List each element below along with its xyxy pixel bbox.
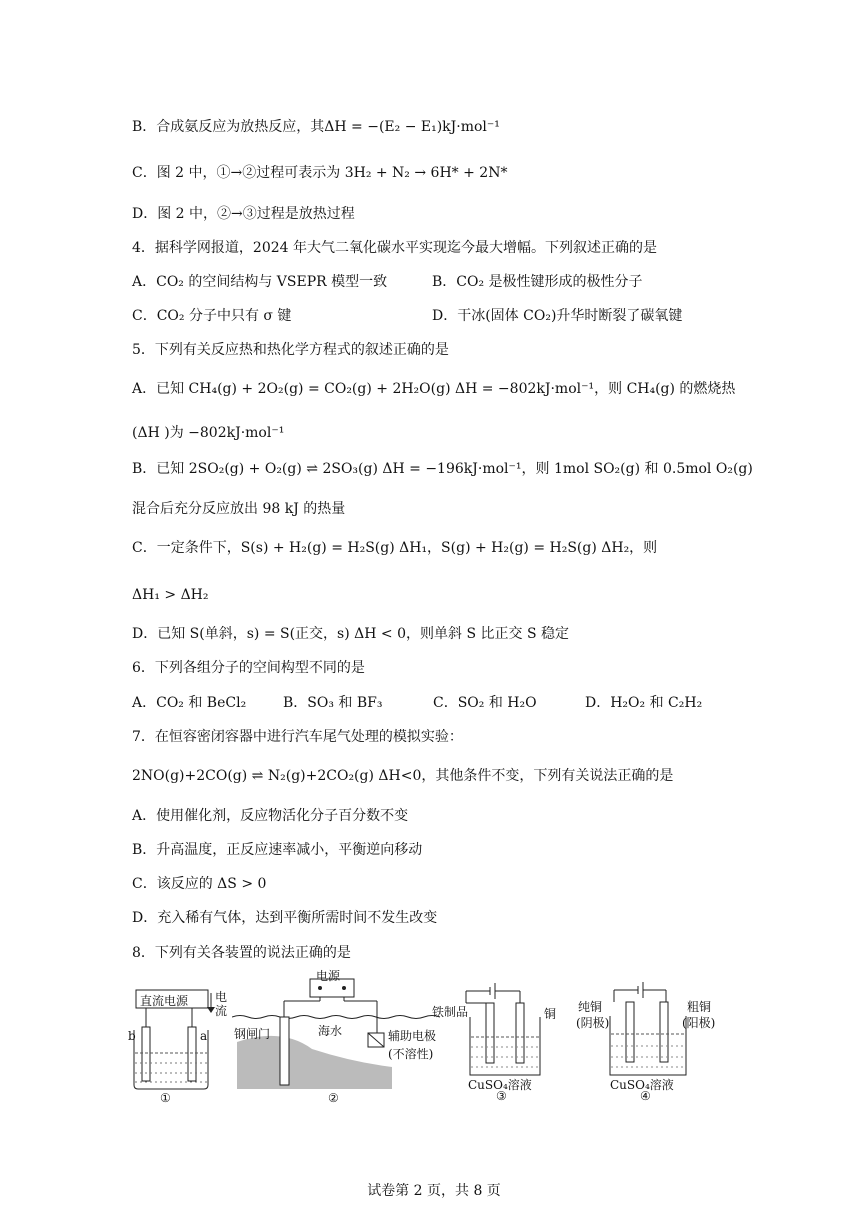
q5-stem: 5．下列有关反应热和热化学方程式的叙述正确的是	[132, 342, 449, 358]
q5-option-c-line2: ΔH₁ > ΔH₂	[132, 587, 209, 603]
figure-2-cathodic-protection	[232, 967, 452, 1107]
figure-1-current-label-2: 流	[215, 1004, 228, 1018]
figure-3-solution-label: CuSO₄溶液	[468, 1078, 532, 1092]
figure-3-number: ③	[496, 1089, 507, 1103]
q5-option-b-line2: 混合后充分反应放出 98 kJ 的热量	[132, 501, 346, 517]
figure-4-number: ④	[640, 1089, 651, 1103]
q6-option-b: B．SO₃ 和 BF₃	[283, 695, 383, 711]
figure-2-aux-label: 辅助电极	[388, 1029, 437, 1043]
q6-option-c: C．SO₂ 和 H₂O	[433, 695, 537, 711]
q3-option-d: D．图 2 中，②→③过程是放热过程	[132, 206, 355, 222]
q4-option-d: D．干冰(固体 CO₂)升华时断裂了碳氧键	[432, 308, 683, 324]
q6-option-d: D．H₂O₂ 和 C₂H₂	[585, 695, 703, 711]
q5-option-a-line1: A．已知 CH₄(g) + 2O₂(g) = CO₂(g) + 2H₂O(g) ΔH = −802kJ·mol⁻¹，则 CH₄(g) 的燃烧热	[132, 381, 736, 397]
figure-3-copper-label: 铜	[544, 1007, 557, 1021]
page-footer: 试卷第 2 页，共 8 页	[367, 1183, 501, 1199]
figure-1-electrolysis	[126, 985, 226, 1107]
figure-1-number: ①	[160, 1091, 171, 1105]
q3-option-c: C．图 2 中，①→②过程可表示为 3H₂ + N₂ → 6H* + 2N*	[132, 165, 508, 181]
q5-option-b-line1: B．已知 2SO₂(g) + O₂(g) ⇌ 2SO₃(g) ΔH = −196kJ·mol⁻¹，则 1mol SO₂(g) 和 0.5mol O₂(g)	[132, 461, 753, 477]
figure-1-a-label: a	[200, 1029, 208, 1043]
q7-option-c: C．该反应的 ΔS > 0	[132, 876, 267, 892]
q5-option-a-line2: (ΔH )为 −802kJ·mol⁻¹	[132, 425, 285, 441]
q7-option-a: A．使用催化剂，反应物活化分子百分数不变	[132, 808, 409, 824]
q4-option-a: A．CO₂ 的空间结构与 VSEPR 模型一致	[132, 274, 388, 290]
q4-option-c: C．CO₂ 分子中只有 σ 键	[132, 308, 292, 324]
figure-3-iron-label: 铁制品	[432, 1005, 469, 1019]
q4-option-b: B．CO₂ 是极性键形成的极性分子	[432, 274, 643, 290]
figure-3-electroplating	[428, 975, 568, 1107]
figure-4-cathode-label: (阴极)	[576, 1016, 610, 1030]
q7-stem: 7．在恒容密闭容器中进行汽车尾气处理的模拟实验：	[132, 729, 463, 745]
figure-2-power-label: 电源	[316, 969, 341, 983]
q8-stem: 8．下列有关各装置的说法正确的是	[132, 945, 351, 961]
q4-stem: 4．据科学网报道，2024 年大气二氧化碳水平实现迄今最大增幅。下列叙述正确的是	[132, 240, 657, 256]
figure-2-aux-label-2: (不溶性)	[388, 1047, 434, 1061]
figure-2-gate-label: 钢闸门	[234, 1027, 271, 1041]
q6-stem: 6．下列各组分子的空间构型不同的是	[132, 660, 365, 676]
q5-option-d: D．已知 S(单斜，s) = S(正交，s) ΔH < 0，则单斜 S 比正交 S 稳定	[132, 626, 569, 642]
q7-equation: 2NO(g)+2CO(g) ⇌ N₂(g)+2CO₂(g) ΔH<0，其他条件不变，下列有关说法正确的是	[132, 768, 674, 784]
figure-4-refining	[574, 972, 724, 1107]
figure-4-solution-label: CuSO₄溶液	[610, 1078, 674, 1092]
q3-option-b: B．合成氨反应为放热反应，其ΔH = −(E₂ − E₁)kJ·mol⁻¹	[132, 119, 500, 135]
figure-4-crude-copper-label: 粗铜	[687, 1000, 712, 1014]
figure-1-b-label: b	[128, 1029, 136, 1043]
q5-option-c-line1: C．一定条件下，S(s) + H₂(g) = H₂S(g) ΔH₁，S(g) + H₂(g) = H₂S(g) ΔH₂，则	[132, 540, 658, 556]
figure-4-pure-copper-label: 纯铜	[578, 1000, 603, 1014]
figure-2-sea-label: 海水	[318, 1024, 343, 1038]
figure-4-anode-label: (阳极)	[682, 1016, 716, 1030]
q7-option-b: B．升高温度，正反应速率减小，平衡逆向移动	[132, 842, 423, 858]
figure-2-number: ②	[328, 1091, 339, 1105]
figure-1-power-label: 直流电源	[140, 994, 189, 1008]
q7-option-d: D．充入稀有气体，达到平衡所需时间不发生改变	[132, 910, 438, 926]
q6-option-a: A．CO₂ 和 BeCl₂	[132, 695, 247, 711]
figure-1-current-label: 电	[215, 990, 228, 1004]
